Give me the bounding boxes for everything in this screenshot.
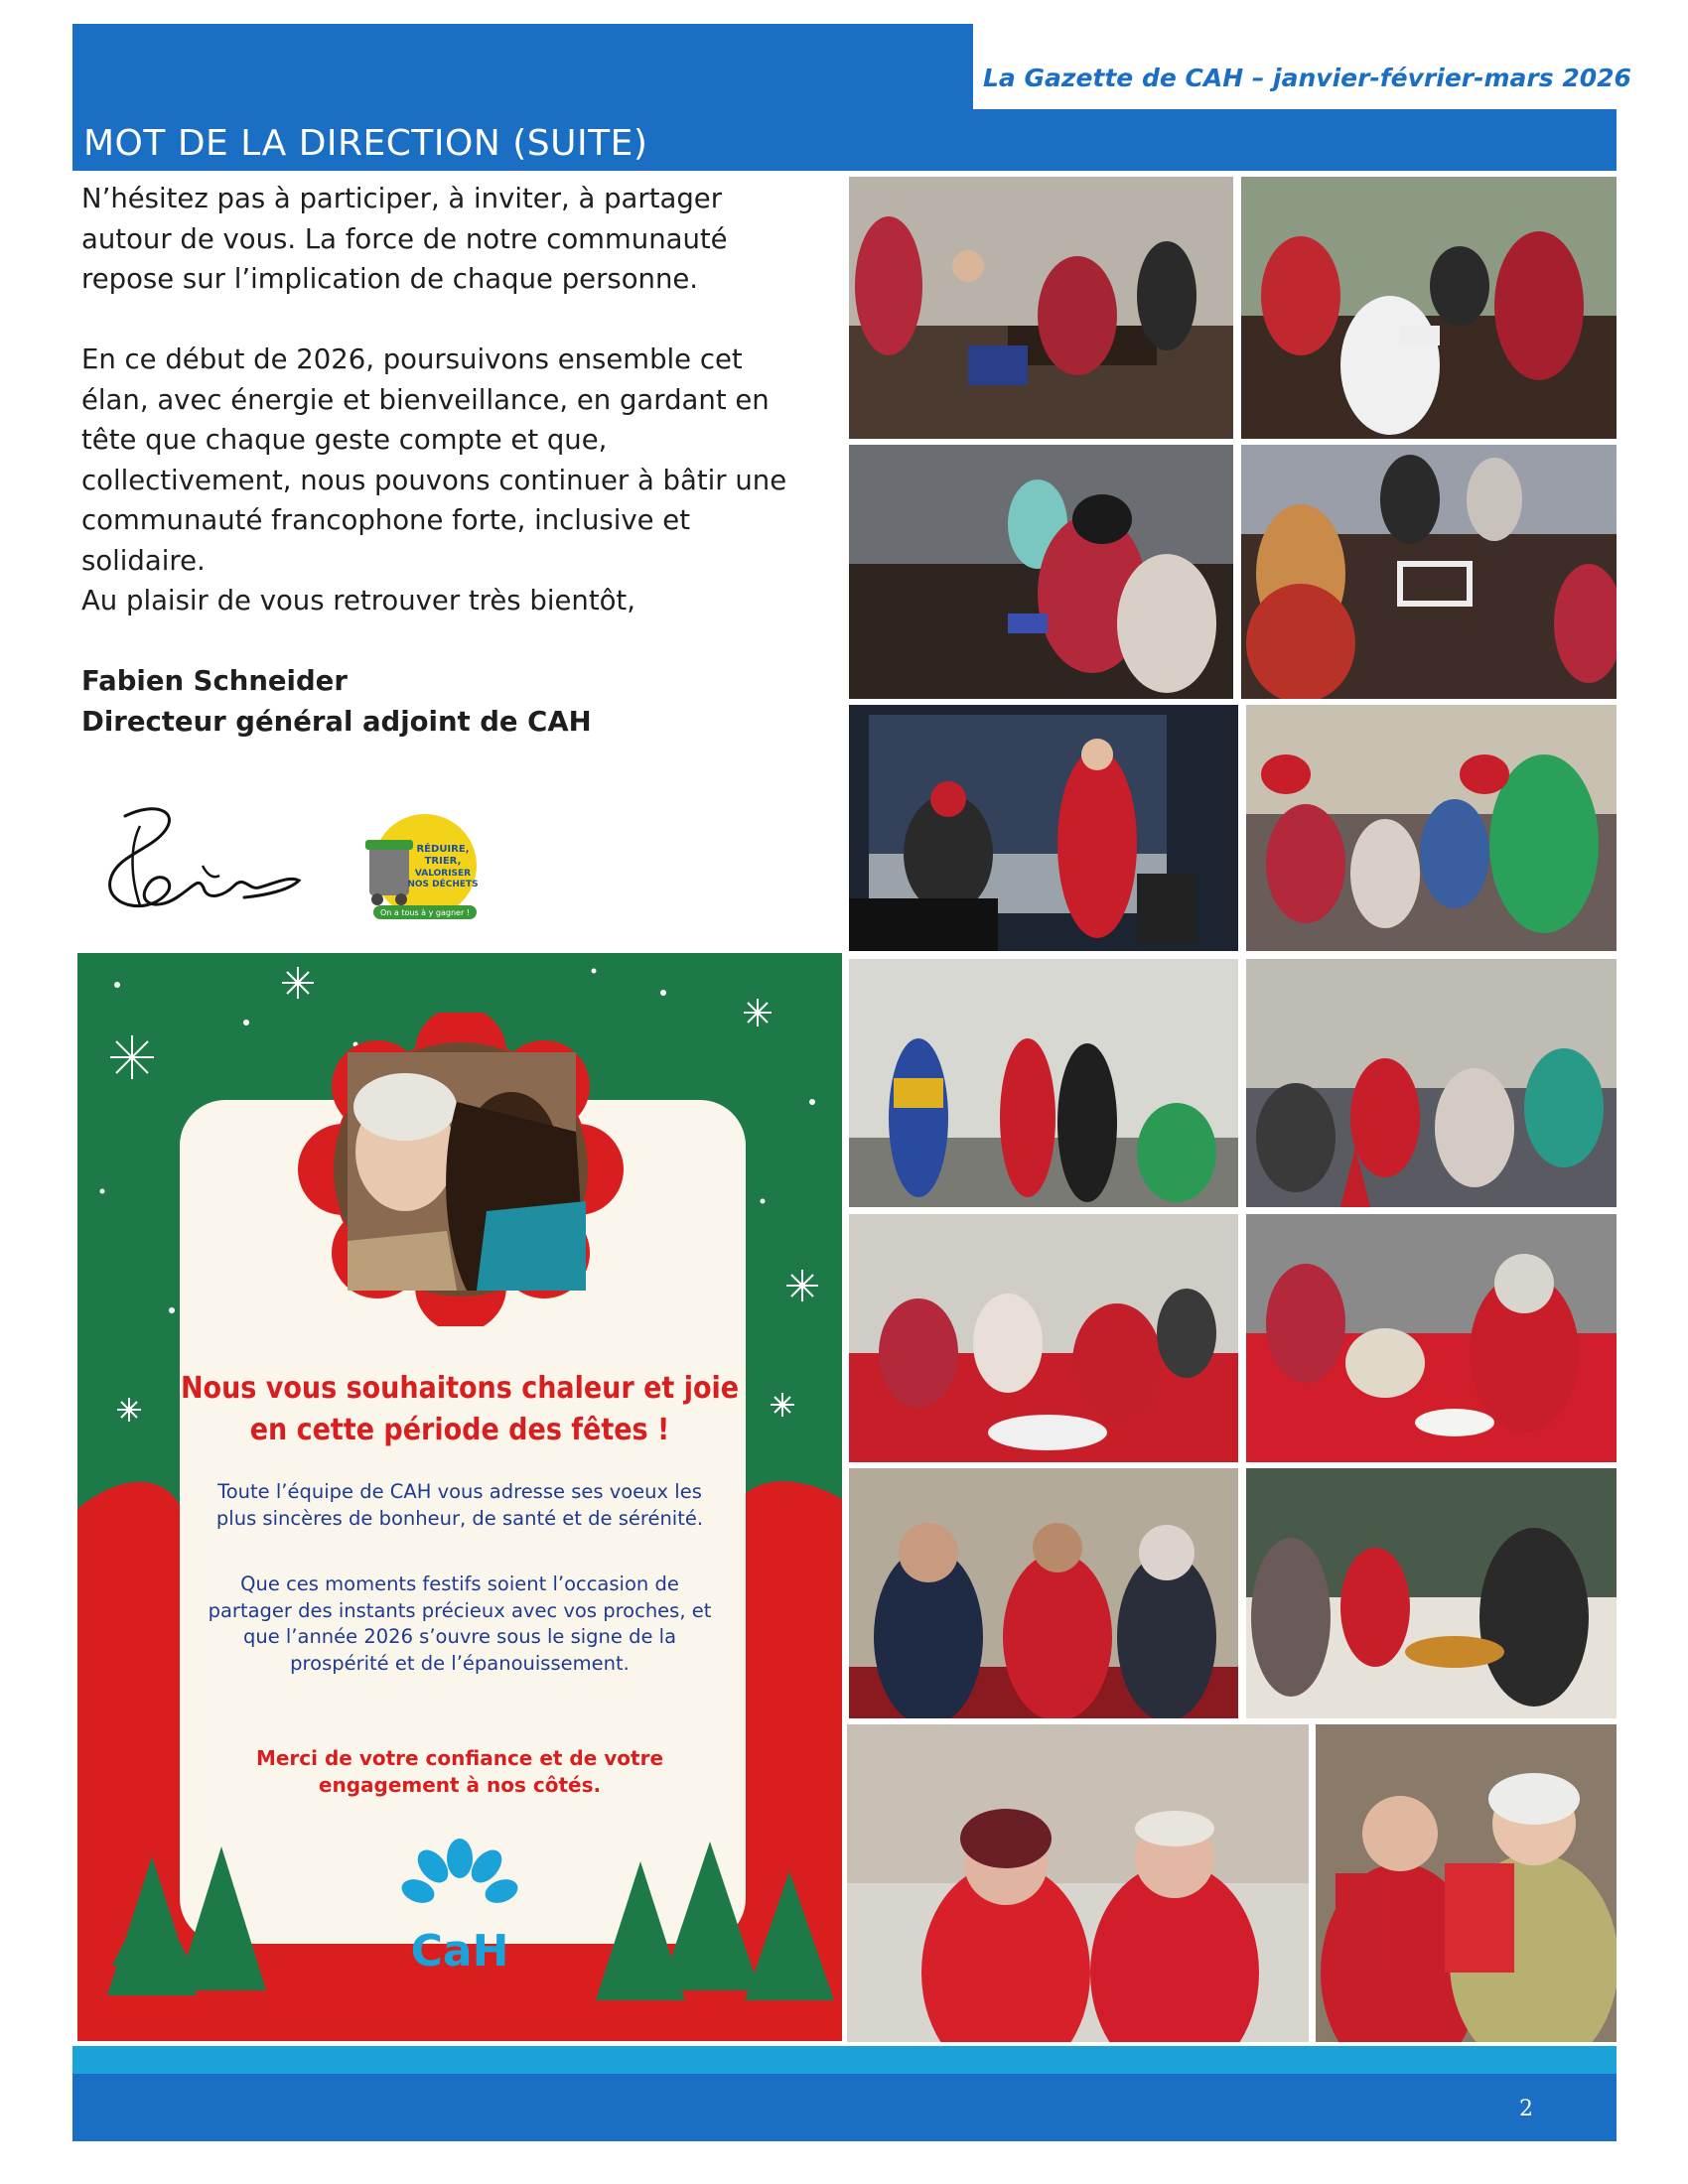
- photo-dance-2: [1246, 959, 1617, 1207]
- photo-meal-4: [1246, 1468, 1617, 1718]
- christmas-tree-icons-left: [97, 1846, 271, 2005]
- signer-title: Directeur général adjoint de CAH: [81, 705, 592, 738]
- photo-meal-2: [1246, 1214, 1617, 1462]
- holiday-card: [77, 953, 842, 2041]
- svg-text:VALORISER: VALORISER: [414, 869, 472, 879]
- article-closing: Au plaisir de vous retrouver très bientôt,: [81, 585, 635, 616]
- photo-concert-2: [1246, 705, 1617, 951]
- article-paragraph-2: En ce début de 2026, poursuivons ensemble cet élan, avec énergie et bienveillance, en gardant en tête que chaque geste compte et que, collectivement, nous pouvons continuer à bâtir une communauté francophone forte, inclusive et solidaire.: [81, 343, 787, 577]
- gazette-title: La Gazette de CAH – janvier-février-mars 2026: [983, 64, 1631, 92]
- card-festive-text: Que ces moments festifs soient l’occasion de partager des instants précieux avec vos proches, et que l’année 2026 s’ouvre sous le signe de la prospérité et de l’épanouissement.: [208, 1572, 712, 1675]
- footer-band: [72, 2074, 1617, 2141]
- card-heading: Nous vous souhaitons chaleur et joie en cette période des fêtes !: [180, 1371, 740, 1447]
- card-portrait-photo: [288, 1013, 633, 1326]
- photo-games-4: [1241, 445, 1617, 699]
- photo-meal-1: [849, 1214, 1238, 1462]
- photo-concert-1: [849, 705, 1238, 951]
- signature-block: [81, 661, 592, 742]
- photo-games-1: [849, 177, 1233, 439]
- card-wishes-text: Toute l’équipe de CAH vous adresse ses voeux les plus sincères de bonheur, de santé et de sérénité.: [215, 1480, 704, 1530]
- svg-text:On a tous à y gagner !: On a tous à y gagner !: [380, 908, 470, 917]
- section-title: MOT DE LA DIRECTION (SUITE): [83, 123, 648, 164]
- page-number: 2: [1519, 2097, 1533, 2121]
- svg-text:TRIER,: TRIER,: [424, 856, 462, 867]
- photo-dance-1: [849, 959, 1238, 1207]
- photo-meal-3: [849, 1468, 1238, 1718]
- cah-logo-text: CaH: [410, 1926, 509, 1977]
- svg-text:NOS DÉCHETS: NOS DÉCHETS: [407, 880, 479, 889]
- signer-name: Fabien Schneider: [81, 665, 348, 697]
- handwritten-signature: [85, 796, 314, 925]
- photo-couple: [847, 1724, 1309, 2042]
- svg-text:RÉDUIRE,: RÉDUIRE,: [416, 844, 470, 855]
- photo-cards: [1316, 1724, 1617, 2042]
- card-thanks-text: Merci de votre confiance et de votre engagement à nos côtés.: [255, 1746, 664, 1797]
- reduce-waste-logo: [355, 802, 496, 921]
- christmas-tree-icons-right: [596, 1842, 839, 2005]
- header-band: [72, 24, 973, 109]
- photo-games-3: [849, 445, 1233, 699]
- photo-games-2: [1241, 177, 1617, 439]
- footer-light-band: [72, 2046, 1617, 2074]
- article-paragraph-1: N’hésitez pas à participer, à inviter, à partager autour de vous. La force de notre communauté repose sur l’implication de chaque personne.: [81, 183, 728, 295]
